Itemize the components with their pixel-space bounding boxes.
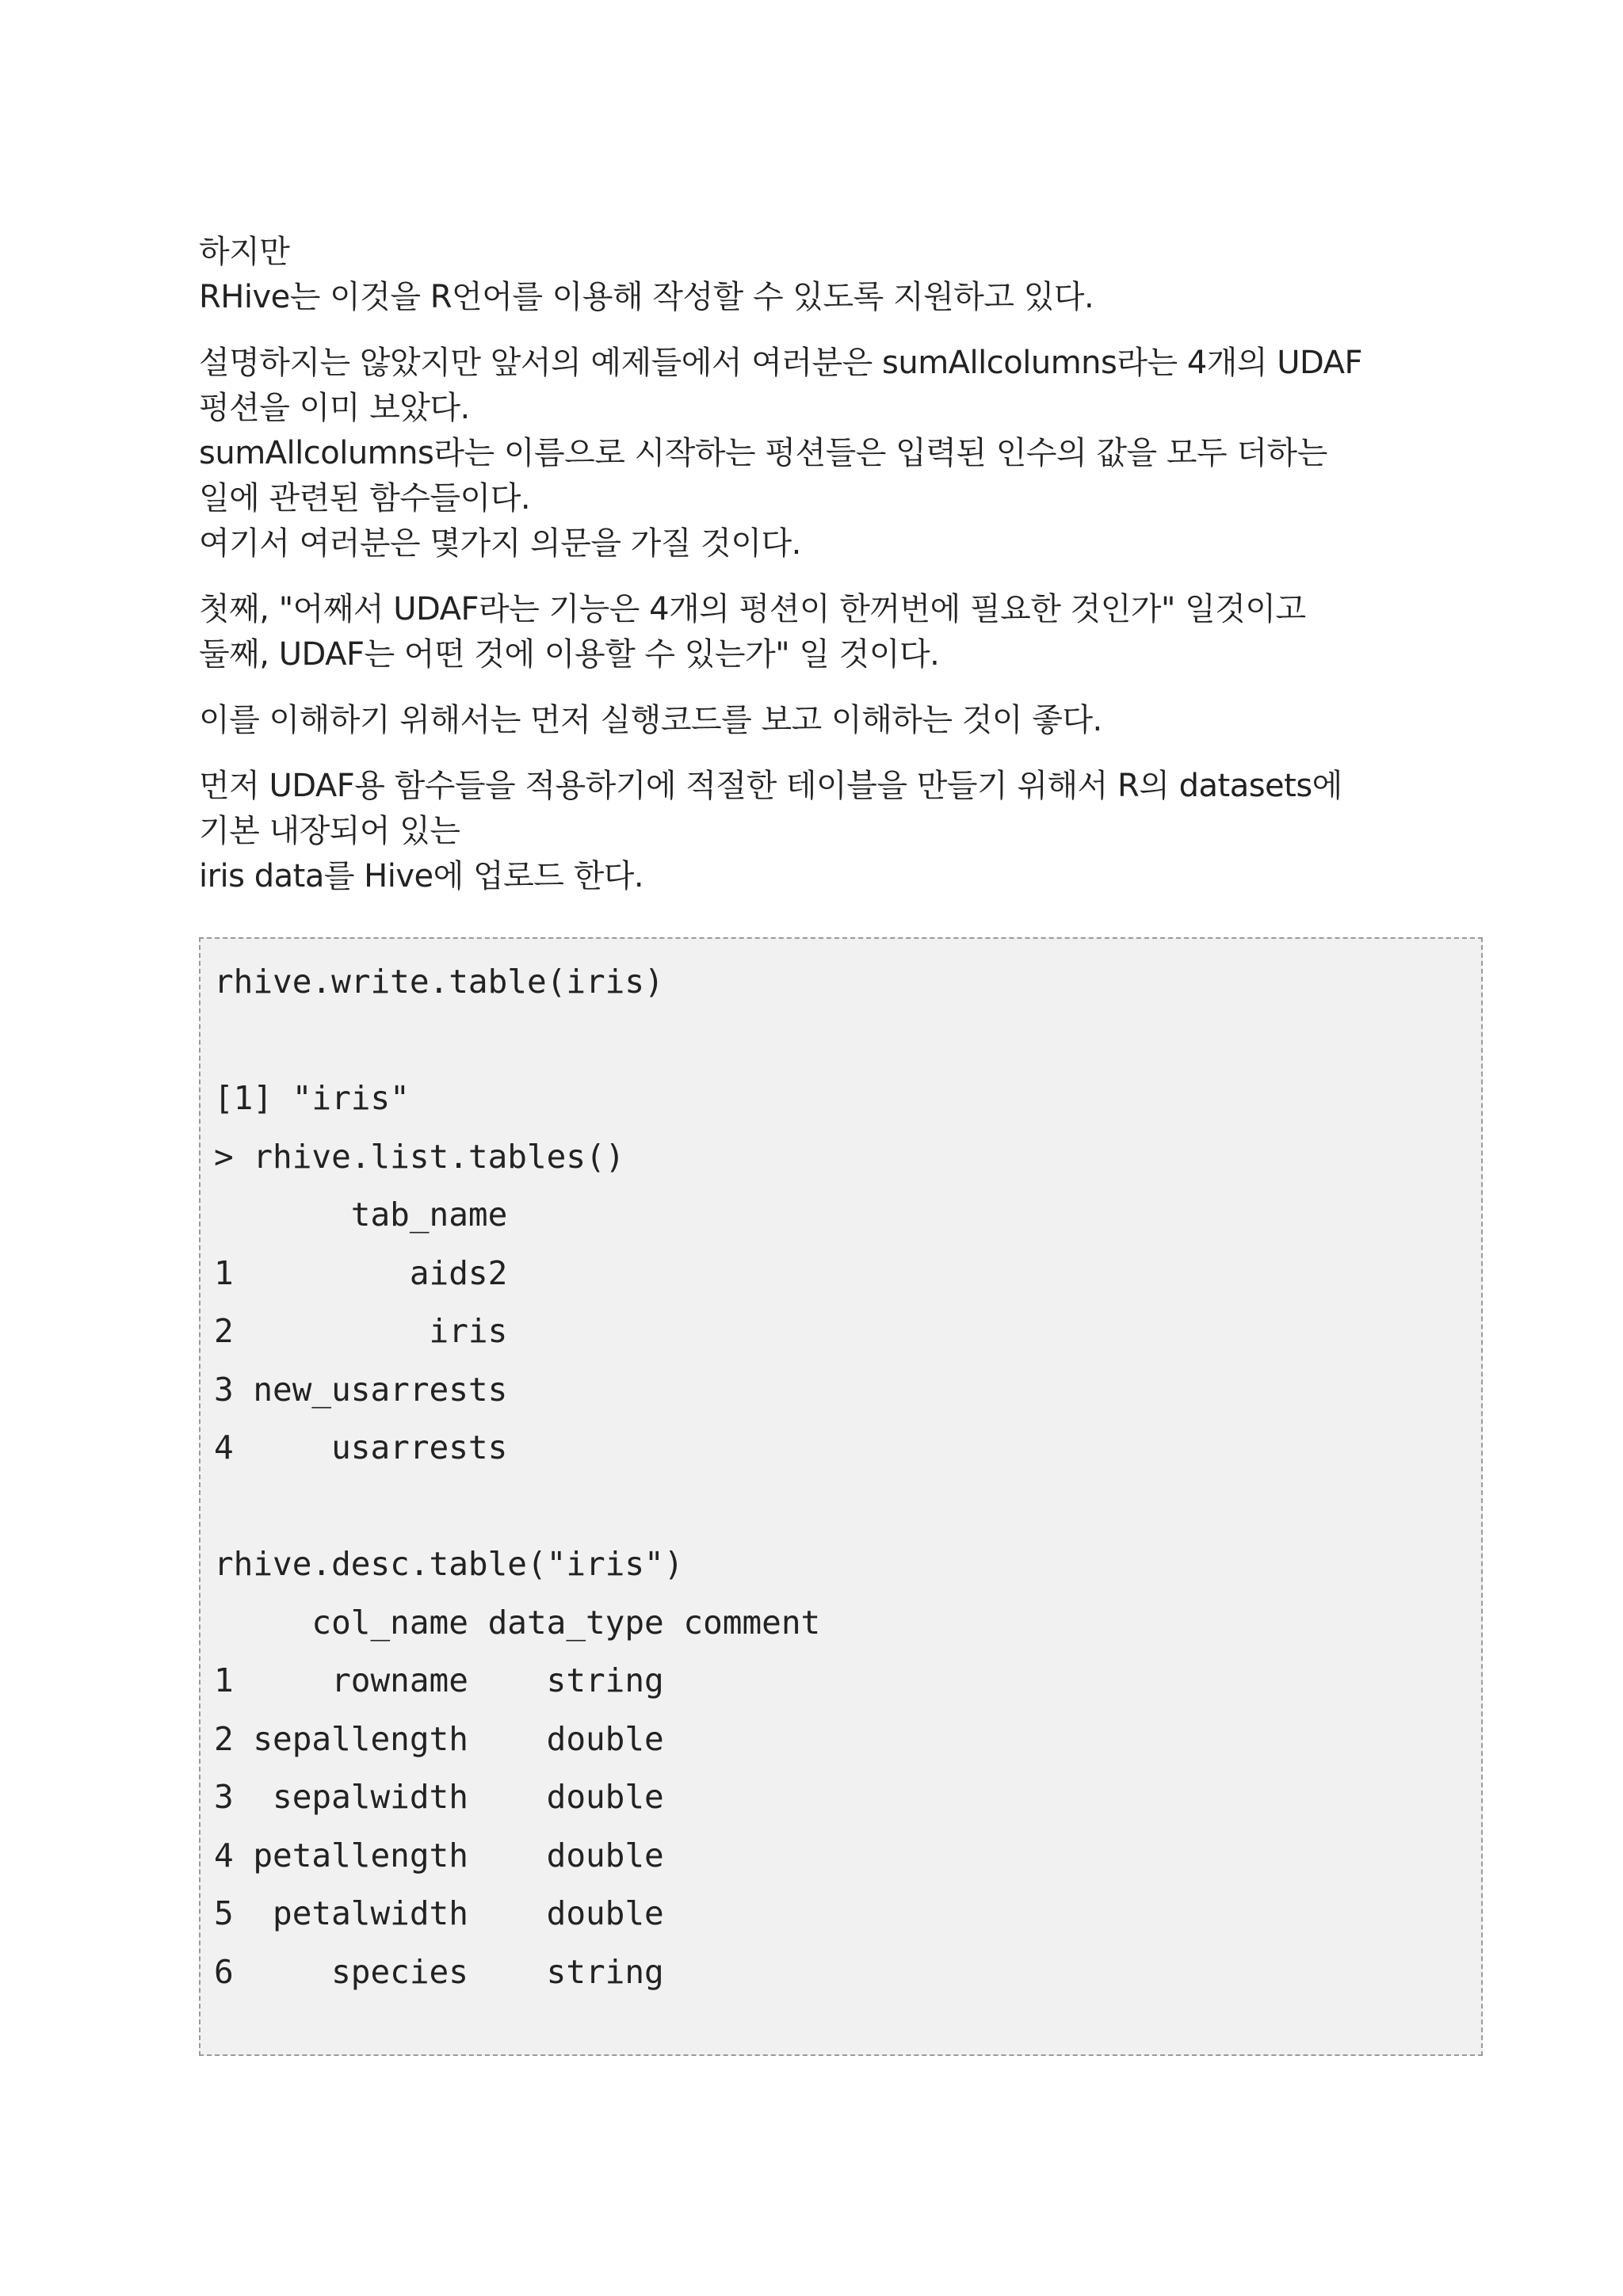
code-line: 4 usarrests — [214, 1428, 508, 1466]
paragraph-udaf-explanation — [199, 341, 1507, 566]
text-line: 펑션을 이미 보았다. — [199, 390, 470, 426]
code-line: 3 new_usarrests — [214, 1370, 508, 1409]
text-line: iris data를 Hive에 업로드 한다. — [199, 858, 644, 894]
text-line: 여기서 여러분은 몇가지 의문을 가질 것이다. — [199, 525, 801, 562]
text-line: 기본 내장되어 있는 — [199, 813, 460, 849]
text-line: 먼저 UDAF용 함수들을 적용하기에 적절한 테이블을 만들기 위해서 R의 datasets에 — [199, 768, 1342, 804]
text-line: 일에 관련된 함수들이다. — [199, 480, 531, 517]
text-line: 둘째, UDAF는 어떤 것에 이용할 수 있는가" 일 것이다. — [199, 636, 940, 673]
code-line: 3 sepalwidth double — [214, 1778, 664, 1816]
text-line: 첫째, "어째서 UDAF라는 기능은 4개의 펑션이 한꺼번에 필요한 것인가" 일것이고 — [199, 591, 1306, 627]
paragraph-questions — [199, 587, 1507, 677]
code-line: col_name data_type comment — [214, 1603, 821, 1642]
code-line: 1 aids2 — [214, 1253, 508, 1292]
code-block — [199, 937, 1483, 2056]
code-line: > rhive.list.tables() — [214, 1137, 625, 1176]
text-line: 설명하지는 않았지만 앞서의 예제들에서 여러분은 sumAllcolumns라는 4개의 UDAF — [199, 345, 1363, 381]
code-line: rhive.desc.table("iris") — [214, 1545, 684, 1583]
document-body — [199, 230, 1507, 920]
paragraph-intro — [199, 230, 1507, 320]
code-line: 2 sepallength double — [214, 1719, 664, 1758]
text-line: 이를 이해하기 위해서는 먼저 실행코드를 보고 이해하는 것이 좋다. — [199, 702, 1102, 738]
code-line: 1 rowname string — [214, 1661, 664, 1699]
code-line: 2 iris — [214, 1312, 508, 1350]
code-line: [1] "iris" — [214, 1079, 410, 1117]
code-line: 4 petallength double — [214, 1836, 664, 1875]
text-line: RHive는 이것을 R언어를 이용해 작성할 수 있도록 지원하고 있다. — [199, 279, 1094, 315]
code-line: 6 species string — [214, 1952, 664, 1991]
text-line: 하지만 — [199, 234, 290, 270]
code-line — [214, 1478, 1481, 1536]
text-line: sumAllcolumns라는 이름으로 시작하는 펑션들은 입력된 인수의 값을 모두 더하는 — [199, 435, 1327, 471]
paragraph-iris-upload — [199, 764, 1507, 899]
code-line — [214, 1012, 1481, 1070]
code-line: 5 petalwidth double — [214, 1894, 664, 1932]
paragraph-understanding — [199, 698, 1507, 743]
code-line: rhive.write.table(iris) — [214, 963, 664, 1001]
code-line: tab_name — [214, 1196, 508, 1234]
